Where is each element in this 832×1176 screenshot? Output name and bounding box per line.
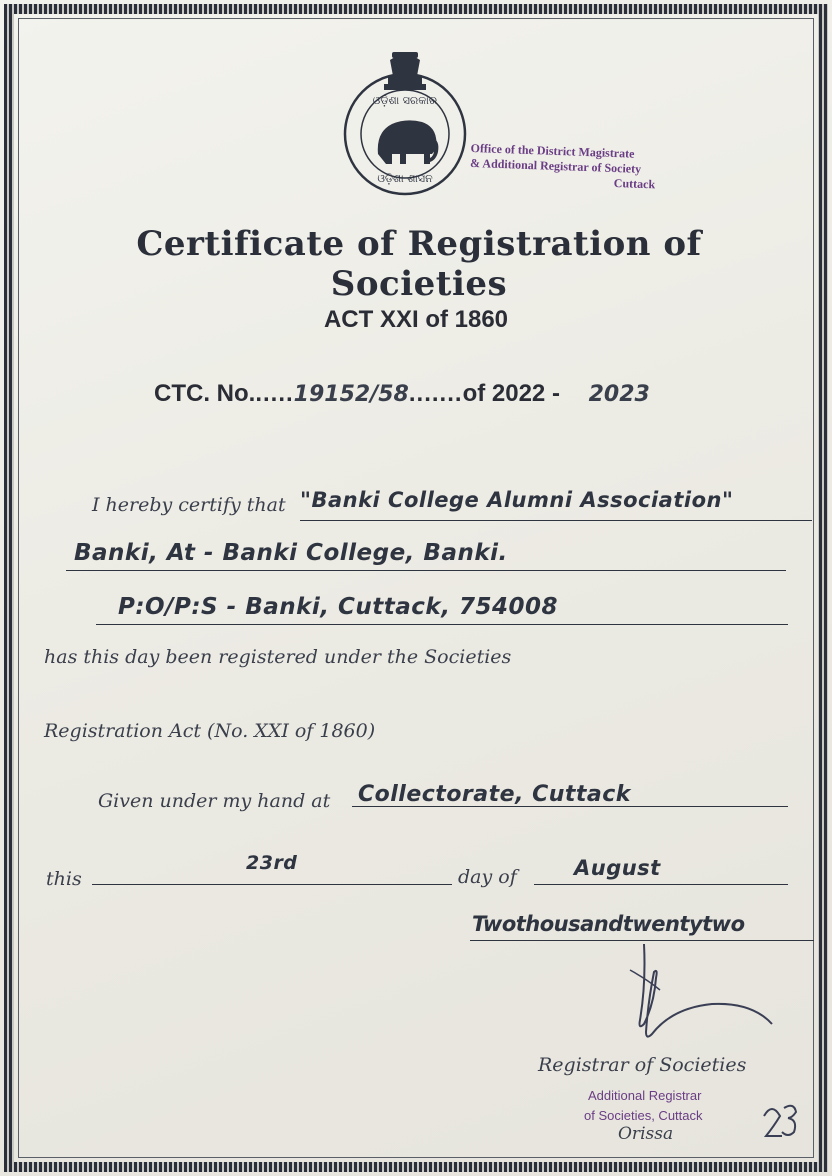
- given-place: Collectorate, Cuttack: [358, 782, 631, 807]
- registrar-title: Registrar of Societies: [538, 1054, 747, 1076]
- certify-label: I hereby certify that: [92, 494, 286, 516]
- given-label: Given under my hand at: [98, 790, 331, 812]
- ctc-dots-after: .......: [408, 380, 463, 407]
- certificate-title: Certificate of Registration of Societies: [136, 224, 702, 304]
- society-address-2: P:O/P:S - Banki, Cuttack, 754008: [118, 594, 558, 620]
- stamp-line-1: Office of the District Magistrate: [470, 140, 635, 161]
- initials-mark: [760, 1096, 804, 1146]
- ctc-dots-before: .....: [255, 380, 294, 407]
- ctc-year-end: 2023: [588, 382, 650, 407]
- day-underline: [92, 884, 452, 885]
- svg-text:ଓଡ଼ିଶା ସରକାର: ଓଡ଼ିଶା ସରକାର: [372, 94, 438, 107]
- ctc-number-line: [154, 380, 650, 408]
- svg-text:ଓଡ଼ିଶା ଶାସନ: ଓଡ଼ିଶା ଶାସନ: [377, 172, 433, 185]
- society-address-1: Banki, At - Banki College, Banki.: [74, 540, 508, 566]
- registered-text: has this day been registered under the Societies: [44, 646, 512, 668]
- society-underline-2: [66, 570, 786, 571]
- this-label: this: [46, 868, 82, 890]
- registrar-place: Orissa: [618, 1124, 674, 1144]
- day-value: 23rd: [246, 852, 298, 874]
- act-text: Registration Act (No. XXI of 1860): [44, 720, 376, 742]
- ctc-label: CTC. No.: [154, 380, 256, 407]
- state-emblem-icon: [340, 46, 470, 196]
- given-underline: [352, 806, 788, 807]
- stamp-line-3: Cuttack: [613, 175, 656, 192]
- society-name: "Banki College Alumni Association": [300, 488, 734, 512]
- month-underline: [534, 884, 788, 885]
- stamp-line-2: & Additional Registrar of Society: [469, 155, 642, 176]
- ctc-of-year: of 2022 -: [462, 380, 560, 407]
- society-underline-3: [96, 624, 788, 625]
- year-in-words: Twothousandtwentytwo: [472, 912, 745, 936]
- month-value: August: [574, 856, 661, 880]
- society-underline-1: [300, 520, 812, 521]
- act-reference: ACT XXI of 1860: [323, 306, 509, 333]
- registrar-stamp-line-2: of Societies, Cuttack: [584, 1108, 703, 1123]
- ctc-number: 19152/58: [293, 382, 409, 407]
- registrar-stamp-line-1: Additional Registrar: [588, 1088, 702, 1103]
- day-of-label: day of: [458, 866, 517, 888]
